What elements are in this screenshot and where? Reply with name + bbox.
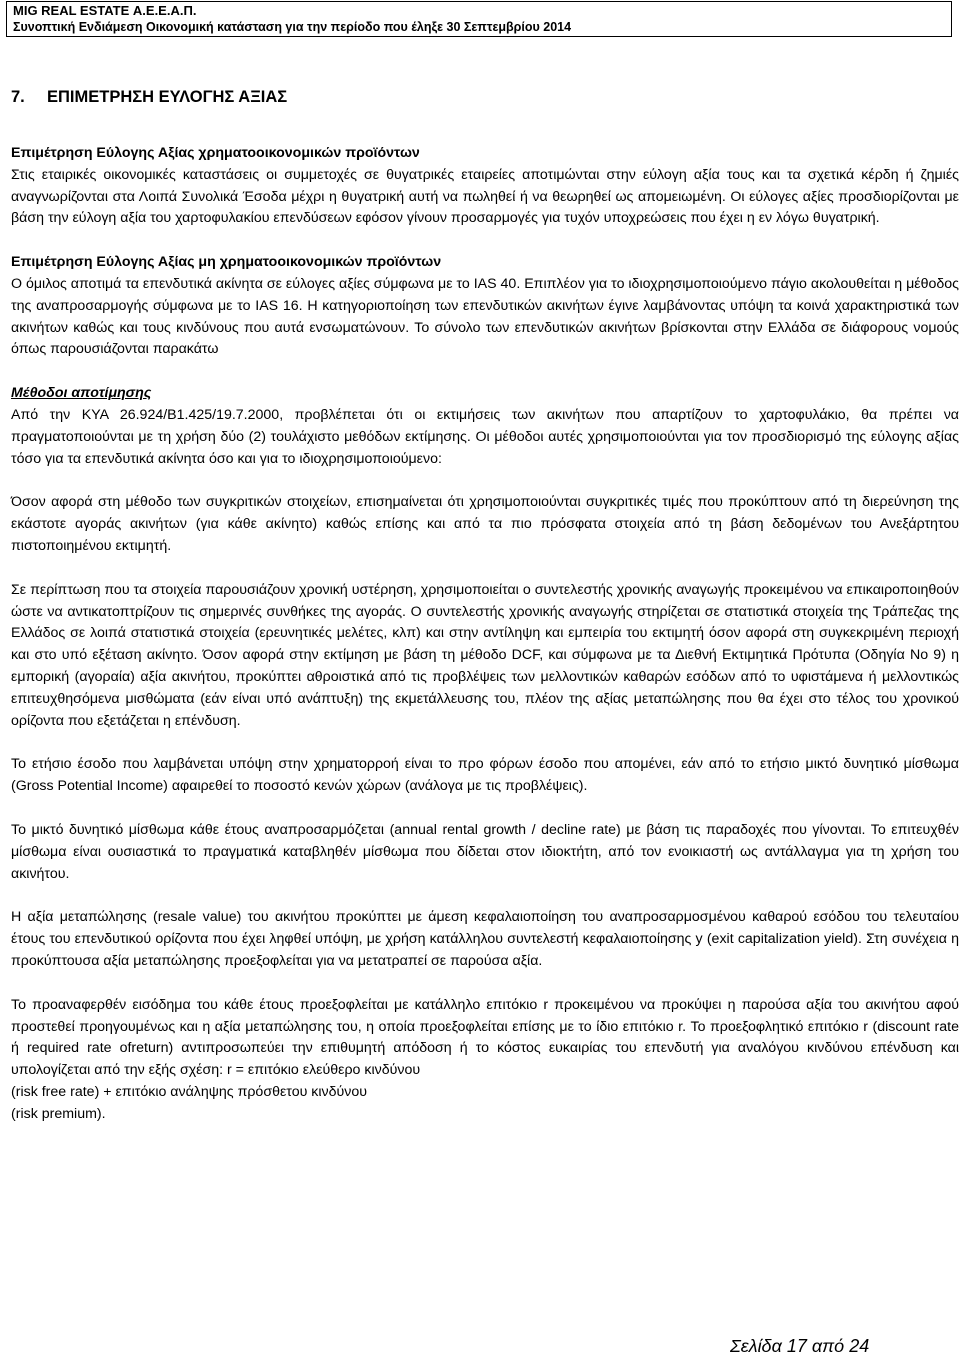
subsection-title-methods: Μέθοδοι αποτίμησης bbox=[11, 385, 152, 402]
paragraph-kya: Από την ΚΥΑ 26.924/Β1.425/19.7.2000, προβλέπεται ότι οι εκτιμήσεις των ακινήτων που απαρτίζουν το χαρτοφυλάκιο, θα πρέπει να πραγματοποιούνται με τη χρήση δύο (2) τουλάχιστο μεθόδων εκτίμησης. Οι μέθοδοι αυτές χρησιμοποιούνται για τον προσδιορισμό της εύλογης αξίας τόσο για τα επενδυτικά ακίνητα όσο και για το ιδιοχρησιμοποιούμενο: bbox=[11, 406, 959, 467]
paragraph-time-adjustment-dcf: Σε περίπτωση που τα στοιχεία παρουσιάζουν χρονική υστέρηση, χρησιμοποιείται ο συντελεστής χρονικής αναγωγής προκειμένου να επικαιροποιηθούν ώστε να αντικατοπτρίζουν τις σημερινές συνθήκες της αγοράς. Ο συντελεστής χρονικής αναγωγής στηρίζεται σε στατιστικά στοιχεία της Τράπεζας της Ελλάδος σε λοιπά στατιστικά στοιχεία (ερευνητικές μελέτες, κλπ) και στην αντίληψη και εμπειρία του εκτιμητή όσον αφορά στη συγκεκριμένη περιοχή και στο υπό εξέταση ακίνητο. Όσον αφορά στην εκτίμηση με βάση τη μέθοδο DCF, και σύμφωνα με τα Διεθνή Εκτιμητικά Πρότυπα (Οδηγία Νο 9) η εμπορική (αγοραία) αξία ακινήτου, προκύπτει αθροιστικά από τις προβλέψεις των μελλοντικών καθαρών εσόδων από το υφιστάμενα ή μελλοντικώς επιτευχθησόμενα μισθώματα (εάν είναι υπό ανάπτυξη) της εκμετάλλευσης του, πλέον της αξίας μεταπώλησης που θα έχει στο τέλος του χρονικού ορίζοντα που εξετάζεται η επένδυση. bbox=[11, 581, 959, 729]
paragraph-risk-free: (risk free rate) + επιτόκιο ανάληψης πρόσθετου κινδύνου bbox=[11, 1083, 368, 1100]
company-name: MIG REAL ESTATE Α.Ε.Ε.Α.Π. bbox=[13, 3, 197, 18]
paragraph-comparative: Όσον αφορά στη μέθοδο των συγκριτικών στοιχείων, επισημαίνεται ότι χρησιμοποιούνται συγκριτικές τιμές που προκύπτουν από τη διερεύνηση της εκάστοτε αγοράς ακινήτων (για κάθε ακίνητο) καθώς επίσης και από τα πιο πρόσφατα στοιχεία από τη βάση δεδομένων του Ανεξάρτητου πιστοποιημένου εκτιμητή. bbox=[11, 494, 959, 554]
paragraph-annual-income: Το ετήσιο έσοδο που λαμβάνεται υπόψη στην χρηματορροή είναι το προ φόρων έσοδο που απομένει, εάν από το ετήσιο μικτό δυνητικό μίσθωμα (Gross Potential Income) αφαιρεθεί το ποσοστό κενών χώρων (ανάλογα με τις προβλέψεις). bbox=[11, 756, 959, 795]
subsection-title-nonfinancial: Επιμέτρηση Εύλογης Αξίας μη χρηματοοικονομικών προϊόντων bbox=[11, 254, 442, 271]
section-heading bbox=[11, 87, 287, 109]
paragraph-financial: Στις εταιρικές οικονομικές καταστάσεις οι συμμετοχές σε θυγατρικές εταιρείες αποτιμώνται στην εύλογη αξία τους και τα σχετικά κέρδη ή ζημιές αναγνωρίζονται στα Λοιπά Συνολικά Έσοδα μέχρι η θυγατρική αυτή να πωληθεί ή να θεωρηθεί ως απομειωμένη. Οι εύλογες αξίες προσδιορίζονται με βάση την εύλογη αξία του χαρτοφυλακίου επενδύσεων εφόσον γίνουν προσαρμογές για τυχόν υποχρεώσεις που έχει η εν λόγω θυγατρική. bbox=[11, 166, 959, 227]
paragraph-discount-rate: Το προαναφερθέν εισόδημα του κάθε έτους προεξοφλείται με κατάλληλο επιτόκιο r προκειμένου να προκύψει η παρούσα αξία του ακινήτου αφού προστεθεί προηγουμένως και η αξία μεταπώλησης του, η οποία προεξοφλείται επίσης με το ίδιο επιτόκιο r. Το προεξοφλητικό επιτόκιο r (discount rate ή required rate ofreturn) αντιπροσωπεύει την επιθυμητή απόδοση ή το κόστος ευκαιρίας του επενδυτή για αναλόγου κινδύνου επένδυση και υπολογίζεται από την εξής σχέση: r = επιτόκιο ελεύθερο κινδύνου bbox=[11, 996, 959, 1079]
page-number: Σελίδα 17 από 24 bbox=[730, 1336, 870, 1356]
page-header bbox=[6, 1, 952, 37]
report-title: Συνοπτική Ενδιάμεση Οικονομική κατάσταση για την περίοδο που έληξε 30 Σεπτεμβρίου 2014 bbox=[13, 20, 572, 34]
section-title: ΕΠΙΜΕΤΡΗΣΗ ΕΥΛΟΓΗΣ ΑΞΙΑΣ bbox=[47, 88, 288, 106]
page-content bbox=[11, 143, 959, 1125]
subsection-title-financial: Επιμέτρηση Εύλογης Αξίας χρηματοοικονομικών προϊόντων bbox=[11, 145, 420, 161]
paragraph-risk-premium: (risk premium). bbox=[11, 1105, 106, 1122]
paragraph-gross-rent: Το μικτό δυνητικό μίσθωμα κάθε έτους αναπροσαρμόζεται (annual rental growth / decline rate) με βάση τις παραδοχές που γίνονται. Το επιτευχθέν μίσθωμα είναι ουσιαστικά το πραγματικά καταβληθέν μίσθωμα που δίδεται στον ιδιοκτήτη, από τον ενοικιαστή ως αντάλλαγμα για τη χρήση του ακινήτου. bbox=[11, 821, 959, 882]
section-number: 7. bbox=[11, 88, 25, 106]
paragraph-nonfinancial: Ο όμιλος αποτιμά τα επενδυτικά ακίνητα σε εύλογες αξίες σύμφωνα με το IAS 40. Επιπλέον για το ιδιοχρησιμοποιούμενο πάγιο ακολουθείται η μέθοδος της αναπροσαρμογής σύμφωνα με το IAS 16. Η κατηγοριοποίηση των επενδυτικών ακινήτων έγινε λαμβάνοντας υπόψη τα κοινά χαρακτηριστικά των ακινήτων καθώς και τους κινδύνους που αυτά ενσωματώνουν. Το σύνολο των επενδυτικών ακινήτων βρίσκονται στην Ελλάδα σε διάφορους νομούς όπως παρουσιάζονται παρακάτω bbox=[11, 275, 959, 358]
paragraph-resale-value: Η αξία μεταπώλησης (resale value) του ακινήτου προκύπτει με άμεση κεφαλαιοποίηση του αναπροσαρμοσμένου καθαρού εσόδου του τελευταίου έτους του επενδυτικού ορίζοντα που έχει ληφθεί υπόψη, με χρήση κατάλληλου συντελεστή κεφαλαιοποίησης y (exit capitalization yield). Στη συνέχεια η προκύπτουσα αξία μεταπώλησης προεξοφλείται για να μετατραπεί σε παρούσα αξία. bbox=[11, 909, 959, 969]
